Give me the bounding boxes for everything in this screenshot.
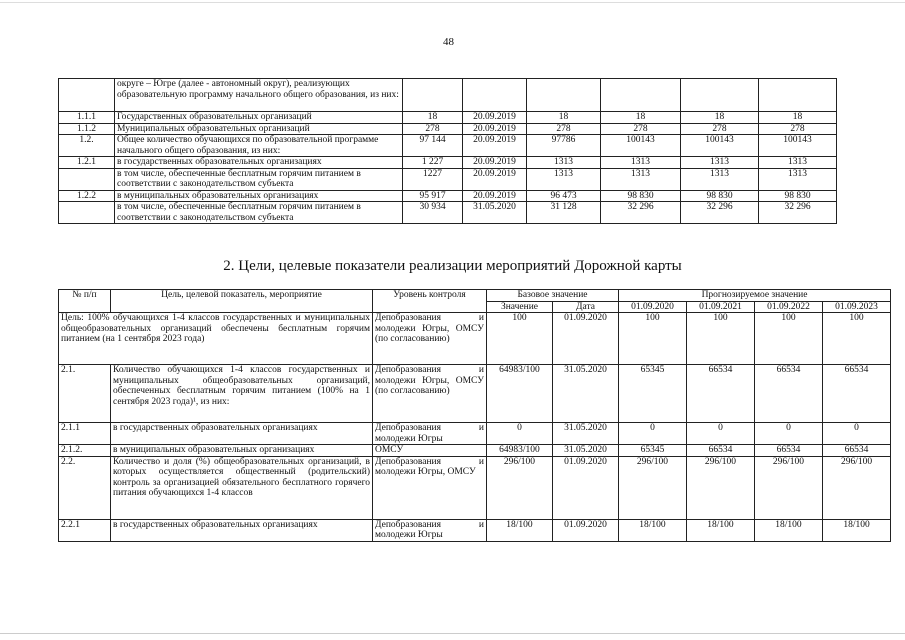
row-number: 1.1.1 (59, 112, 115, 124)
row-level: Депобразования и молодежи Югры (373, 423, 487, 445)
row-number: 1.2.1 (59, 157, 115, 169)
row-level: Депобразования и молодежи Югры (373, 519, 487, 541)
row-name: Муниципальных образовательных организаций (115, 123, 403, 135)
row-number (59, 168, 115, 190)
row-number: 1.2. (59, 135, 115, 157)
row-value-2: 97786 (527, 135, 601, 157)
goal-f2021: 100 (687, 313, 755, 365)
row-level: Депобразования и молодежи Югры, ОМСУ (по согласованию) (373, 365, 487, 423)
row-name: в государственных образовательных организациях (111, 519, 373, 541)
row-value-2: 1313 (527, 157, 601, 169)
row-value: 1227 (403, 168, 463, 190)
row-value: 30 934 (403, 202, 463, 224)
row-f2022: 0 (755, 423, 823, 445)
row-name: Количество обучающихся 1-4 классов государственных и муниципальных общеобразовательных организаций, обеспеченных бесплатным горячим питанием (100% на 1 сентября 2023 года)¹, из них: (111, 365, 373, 423)
row-number: 2.2. (59, 456, 111, 519)
row-value-4: 98 830 (681, 190, 759, 202)
row-value-4: 1313 (681, 168, 759, 190)
row-value-3: 1313 (601, 157, 681, 169)
table-row (59, 423, 891, 445)
table-row (59, 168, 837, 190)
header-base: Базовое значение (487, 290, 619, 302)
row-base-date: 31.05.2020 (553, 445, 619, 457)
table-row (59, 456, 891, 519)
row-value-5: 1313 (759, 157, 837, 169)
row-f2023: 296/100 (823, 456, 891, 519)
row-number (59, 79, 115, 112)
row-value-2: 96 473 (527, 190, 601, 202)
table-row (59, 445, 891, 457)
row-date: 20.09.2019 (463, 190, 527, 202)
row-f2020: 65345 (619, 365, 687, 423)
row-value-2: 278 (527, 123, 601, 135)
row-level: ОМСУ (373, 445, 487, 457)
row-date: 31.05.2020 (463, 202, 527, 224)
row-value: 95 917 (403, 190, 463, 202)
row-name: в государственных образовательных организациях (115, 157, 403, 169)
row-f2022: 66534 (755, 445, 823, 457)
header-name: Цель, целевой показатель, мероприятие (111, 290, 373, 313)
header-forecast: Прогнозируемое значение (619, 290, 891, 302)
table-row (59, 365, 891, 423)
table-row (59, 157, 837, 169)
row-f2021: 66534 (687, 445, 755, 457)
goal-row (59, 313, 891, 365)
row-value-3: 278 (601, 123, 681, 135)
row-value-2: 18 (527, 112, 601, 124)
row-date: 20.09.2019 (463, 112, 527, 124)
row-value-5: 1313 (759, 168, 837, 190)
row-value-3: 98 830 (601, 190, 681, 202)
row-f2023: 66534 (823, 365, 891, 423)
row-value-5: 98 830 (759, 190, 837, 202)
indicators-table-continued (58, 78, 837, 224)
row-base-value: 18/100 (487, 519, 553, 541)
table-row (59, 112, 837, 124)
row-name: Государственных образовательных организаций (115, 112, 403, 124)
row-value-4: 1313 (681, 157, 759, 169)
row-number: 2.1. (59, 365, 111, 423)
row-f2023: 66534 (823, 445, 891, 457)
header-2020: 01.09.2020 (619, 301, 687, 313)
row-f2021: 296/100 (687, 456, 755, 519)
header-2023: 01.09.2023 (823, 301, 891, 313)
table-header-row (59, 290, 891, 302)
row-date: 20.09.2019 (463, 123, 527, 135)
header-value: Значение (487, 301, 553, 313)
goal-value: 100 (487, 313, 553, 365)
row-base-value: 296/100 (487, 456, 553, 519)
goals-table (58, 289, 891, 542)
row-value-5: 18 (759, 112, 837, 124)
row-name: Количество и доля (%) общеобразовательных организаций, в которых осуществляется общественный (родительский) контроль за организацией обязательного бесплатного горячего питания обучающихся 1-4 классов (111, 456, 373, 519)
row-value-4: 100143 (681, 135, 759, 157)
row-number: 2.1.2. (59, 445, 111, 457)
row-value-2: 31 128 (527, 202, 601, 224)
row-name: Общее количество обучающихся по образовательной программе начального общего образования, из них: (115, 135, 403, 157)
row-name: в муниципальных образовательных организациях (111, 445, 373, 457)
row-value-3: 32 296 (601, 202, 681, 224)
row-value-3: 100143 (601, 135, 681, 157)
goal-date: 01.09.2020 (553, 313, 619, 365)
row-number: 1.1.2 (59, 123, 115, 135)
row-base-date: 01.09.2020 (553, 519, 619, 541)
row-number (59, 202, 115, 224)
table-row (59, 202, 837, 224)
row-value: 278 (403, 123, 463, 135)
row-value-5: 32 296 (759, 202, 837, 224)
table-row (59, 79, 837, 112)
row-base-date: 31.05.2020 (553, 423, 619, 445)
table-row (59, 135, 837, 157)
row-value-3: 1313 (601, 168, 681, 190)
table-row (59, 123, 837, 135)
row-date: 20.09.2019 (463, 168, 527, 190)
row-base-value: 64983/100 (487, 365, 553, 423)
header-2021: 01.09.2021 (687, 301, 755, 313)
header-num: № п/п (59, 290, 111, 313)
row-value-2: 1313 (527, 168, 601, 190)
row-f2021: 0 (687, 423, 755, 445)
goal-f2022: 100 (755, 313, 823, 365)
row-value-4: 32 296 (681, 202, 759, 224)
row-f2021: 66534 (687, 365, 755, 423)
row-value-3 (601, 79, 681, 112)
row-f2020: 18/100 (619, 519, 687, 541)
row-level: Депобразования и молодежи Югры, ОМСУ (373, 456, 487, 519)
row-f2021: 18/100 (687, 519, 755, 541)
goal-f2023: 100 (823, 313, 891, 365)
row-f2020: 0 (619, 423, 687, 445)
row-name: округе – Югре (далее - автономный округ), реализующих образовательную программу начального общего образования, из них: (115, 79, 403, 112)
row-value: 1 227 (403, 157, 463, 169)
table-row (59, 190, 837, 202)
header-date: Дата (553, 301, 619, 313)
header-level: Уровень контроля (373, 290, 487, 313)
row-f2023: 18/100 (823, 519, 891, 541)
row-value-4: 278 (681, 123, 759, 135)
row-base-date: 01.09.2020 (553, 456, 619, 519)
row-value-5: 100143 (759, 135, 837, 157)
row-name: в том числе, обеспеченные бесплатным горячим питанием в соответствии с законодательством субъекта (115, 202, 403, 224)
row-f2023: 0 (823, 423, 891, 445)
row-value-5: 278 (759, 123, 837, 135)
row-value-2 (527, 79, 601, 112)
row-base-value: 0 (487, 423, 553, 445)
table-row (59, 519, 891, 541)
row-name: в государственных образовательных организациях (111, 423, 373, 445)
row-value: 18 (403, 112, 463, 124)
goal-text: Цель: 100% обучающихся 1-4 классов государственных и муниципальных общеобразовательных организаций обеспечены бесплатным горячим питанием (на 1 сентября 2023 года) (59, 313, 373, 365)
row-base-date: 31.05.2020 (553, 365, 619, 423)
row-number: 1.2.2 (59, 190, 115, 202)
row-f2022: 66534 (755, 365, 823, 423)
row-date (463, 79, 527, 112)
row-value (403, 79, 463, 112)
row-value-3: 18 (601, 112, 681, 124)
row-base-value: 64983/100 (487, 445, 553, 457)
goal-f2020: 100 (619, 313, 687, 365)
section-title: 2. Цели, целевые показатели реализации мероприятий Дорожной карты (223, 258, 682, 274)
goal-level: Депобразования и молодежи Югры, ОМСУ (по согласованию) (373, 313, 487, 365)
row-value: 97 144 (403, 135, 463, 157)
row-name: в муниципальных образовательных организациях (115, 190, 403, 202)
row-f2020: 65345 (619, 445, 687, 457)
row-date: 20.09.2019 (463, 157, 527, 169)
row-f2022: 18/100 (755, 519, 823, 541)
row-value-4 (681, 79, 759, 112)
row-number: 2.2.1 (59, 519, 111, 541)
row-date: 20.09.2019 (463, 135, 527, 157)
row-name: в том числе, обеспеченные бесплатным горячим питанием в соответствии с законодательством субъекта (115, 168, 403, 190)
row-number: 2.1.1 (59, 423, 111, 445)
row-value-4: 18 (681, 112, 759, 124)
row-f2020: 296/100 (619, 456, 687, 519)
row-value-5 (759, 79, 837, 112)
page-number: 48 (443, 36, 454, 48)
header-2022: 01.09.2022 (755, 301, 823, 313)
row-f2022: 296/100 (755, 456, 823, 519)
